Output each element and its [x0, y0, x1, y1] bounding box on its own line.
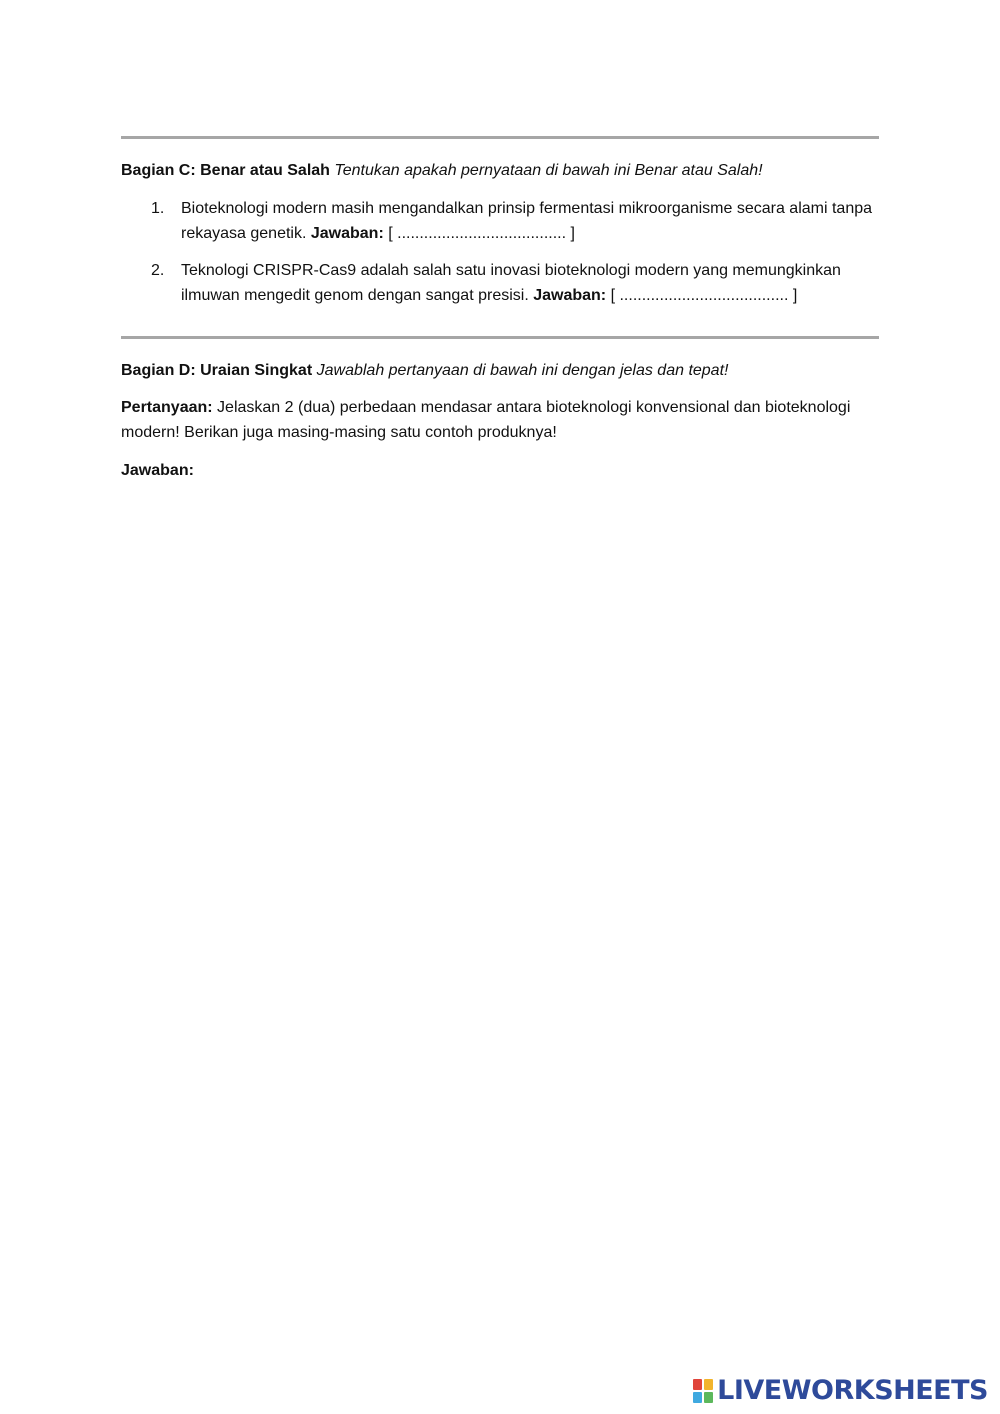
- logo-square: [704, 1379, 713, 1390]
- answer-label: Jawaban:: [533, 287, 607, 304]
- liveworksheets-logo-icon: [693, 1379, 713, 1403]
- list-item: [121, 196, 881, 246]
- liveworksheets-brand: [693, 1375, 988, 1406]
- divider: [121, 136, 879, 139]
- section-d-heading: [121, 358, 881, 383]
- logo-square: [693, 1392, 702, 1403]
- statement-text: Teknologi CRISPR-Cas9 adalah salah satu inovasi bioteknologi modern yang memungkinkan ilmuwan mengedit genom dengan sangat presisi.: [181, 262, 841, 304]
- section-c-instruction: Tentukan apakah pernyataan di bawah ini Benar atau Salah!: [334, 162, 763, 179]
- section-d-instruction: Jawablah pertanyaan di bawah ini dengan jelas dan tepat!: [316, 362, 729, 379]
- section-c-title: Bagian C: Benar atau Salah: [121, 162, 330, 179]
- divider: [121, 336, 879, 339]
- logo-square: [704, 1392, 713, 1403]
- statement-text: Bioteknologi modern masih mengandalkan prinsip fermentasi mikroorganisme secara alami tanpa rekayasa genetik.: [181, 200, 873, 242]
- question-label: Pertanyaan:: [121, 399, 213, 416]
- section-d-title: Bagian D: Uraian Singkat: [121, 362, 313, 379]
- brand-name: LIVEWORKSHEETS: [717, 1375, 988, 1406]
- item-number: 1.: [151, 200, 165, 217]
- answer-blank[interactable]: [ ...................................... ]: [610, 287, 798, 304]
- essay-answer-label: [121, 458, 881, 483]
- list-item: [121, 258, 881, 308]
- question-text: Jelaskan 2 (dua) perbedaan mendasar antara bioteknologi konvensional dan bioteknologi modern! Berikan juga masing-masing satu contoh produknya!: [121, 399, 851, 441]
- section-c-statement-list: [121, 196, 881, 320]
- question: [121, 395, 881, 445]
- item-number: 2.: [151, 262, 165, 279]
- section-c-heading: [121, 158, 881, 183]
- answer-blank[interactable]: [ ...................................... ]: [388, 225, 575, 242]
- logo-square: [693, 1379, 702, 1390]
- answer-label: Jawaban:: [310, 225, 384, 242]
- answer-label-text: Jawaban:: [121, 462, 194, 479]
